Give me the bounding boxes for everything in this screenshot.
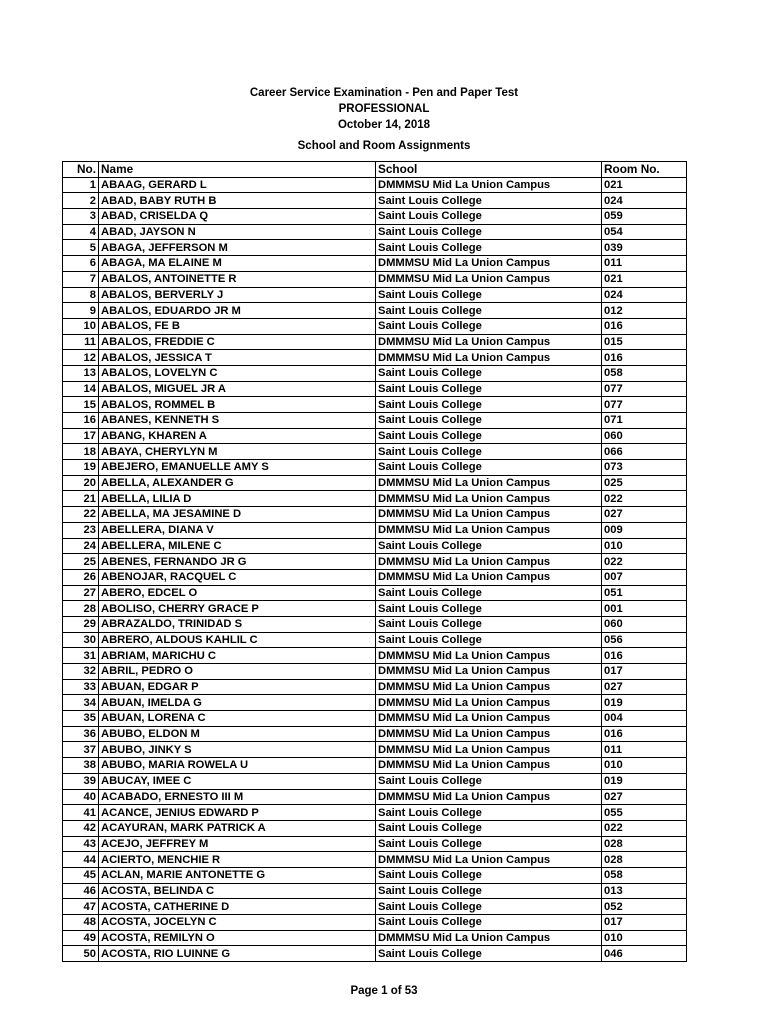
cell-no: 11 (63, 334, 99, 350)
cell-room: 010 (602, 538, 687, 554)
cell-school: Saint Louis College (376, 397, 602, 413)
table-row (63, 318, 687, 334)
cell-name: ABENES, FERNANDO JR G (99, 554, 376, 570)
page-number: Page 1 of 53 (350, 985, 418, 997)
cell-school: DMMMSU Mid La Union Campus (376, 726, 602, 742)
cell-name: ABRIL, PEDRO O (99, 664, 376, 680)
cell-room: 007 (602, 569, 687, 585)
cell-name: ACABADO, ERNESTO III M (99, 789, 376, 805)
cell-no: 32 (63, 664, 99, 680)
cell-room: 010 (602, 930, 687, 946)
cell-no: 22 (63, 507, 99, 523)
cell-room: 022 (602, 554, 687, 570)
column-header-room: Room No. (602, 162, 687, 178)
cell-no: 30 (63, 632, 99, 648)
cell-room: 021 (602, 177, 687, 193)
table-header-row (63, 162, 687, 178)
column-header-no: No. (63, 162, 99, 178)
table-row (63, 240, 687, 256)
cell-no: 43 (63, 836, 99, 852)
cell-no: 13 (63, 365, 99, 381)
cell-room: 052 (602, 899, 687, 915)
cell-name: ABALOS, BERVERLY J (99, 287, 376, 303)
cell-school: DMMMSU Mid La Union Campus (376, 852, 602, 868)
cell-no: 26 (63, 569, 99, 585)
cell-room: 058 (602, 365, 687, 381)
cell-name: ABUBO, MARIA ROWELA U (99, 758, 376, 774)
cell-room: 004 (602, 711, 687, 727)
cell-school: Saint Louis College (376, 915, 602, 931)
cell-room: 071 (602, 413, 687, 429)
cell-school: Saint Louis College (376, 820, 602, 836)
cell-school: Saint Louis College (376, 193, 602, 209)
cell-school: DMMMSU Mid La Union Campus (376, 664, 602, 680)
cell-name: ACOSTA, CATHERINE D (99, 899, 376, 915)
cell-name: ABUAN, EDGAR P (99, 679, 376, 695)
table-row (63, 569, 687, 585)
cell-school: Saint Louis College (376, 444, 602, 460)
cell-room: 022 (602, 820, 687, 836)
cell-name: ACOSTA, REMILYN O (99, 930, 376, 946)
cell-name: ABALOS, EDUARDO JR M (99, 303, 376, 319)
cell-room: 051 (602, 585, 687, 601)
cell-room: 058 (602, 867, 687, 883)
table-row (63, 585, 687, 601)
cell-no: 50 (63, 946, 99, 962)
cell-school: DMMMSU Mid La Union Campus (376, 475, 602, 491)
cell-name: ABANG, KHAREN A (99, 428, 376, 444)
cell-name: ABALOS, JESSICA T (99, 350, 376, 366)
cell-room: 028 (602, 836, 687, 852)
cell-room: 077 (602, 381, 687, 397)
cell-school: Saint Louis College (376, 883, 602, 899)
cell-name: ACIERTO, MENCHIE R (99, 852, 376, 868)
cell-name: ABAD, CRISELDA Q (99, 209, 376, 225)
cell-no: 21 (63, 491, 99, 507)
table-row (63, 695, 687, 711)
cell-name: ABUCAY, IMEE C (99, 773, 376, 789)
table-row (63, 820, 687, 836)
cell-room: 017 (602, 664, 687, 680)
cell-school: DMMMSU Mid La Union Campus (376, 334, 602, 350)
table-row (63, 899, 687, 915)
table-row (63, 538, 687, 554)
table-row (63, 758, 687, 774)
cell-name: ABAAG, GERARD L (99, 177, 376, 193)
cell-room: 016 (602, 318, 687, 334)
table-row (63, 632, 687, 648)
cell-no: 7 (63, 271, 99, 287)
table-row (63, 789, 687, 805)
cell-no: 14 (63, 381, 99, 397)
cell-school: Saint Louis College (376, 773, 602, 789)
cell-school: DMMMSU Mid La Union Campus (376, 522, 602, 538)
cell-room: 001 (602, 601, 687, 617)
cell-room: 016 (602, 648, 687, 664)
cell-name: ACLAN, MARIE ANTONETTE G (99, 867, 376, 883)
cell-no: 6 (63, 256, 99, 272)
cell-no: 40 (63, 789, 99, 805)
cell-name: ABAD, BABY RUTH B (99, 193, 376, 209)
cell-name: ABUAN, IMELDA G (99, 695, 376, 711)
table-row (63, 303, 687, 319)
cell-name: ABAGA, JEFFERSON M (99, 240, 376, 256)
cell-school: Saint Louis College (376, 460, 602, 476)
cell-no: 18 (63, 444, 99, 460)
cell-no: 44 (63, 852, 99, 868)
cell-no: 24 (63, 538, 99, 554)
column-header-name: Name (99, 162, 376, 178)
cell-room: 022 (602, 491, 687, 507)
cell-no: 25 (63, 554, 99, 570)
cell-school: Saint Louis College (376, 224, 602, 240)
cell-room: 011 (602, 742, 687, 758)
cell-no: 41 (63, 805, 99, 821)
cell-no: 27 (63, 585, 99, 601)
table-row (63, 428, 687, 444)
cell-name: ABRERO, ALDOUS KAHLIL C (99, 632, 376, 648)
cell-name: ABELLERA, DIANA V (99, 522, 376, 538)
cell-room: 019 (602, 773, 687, 789)
table-row (63, 664, 687, 680)
table-row (63, 193, 687, 209)
table-row (63, 773, 687, 789)
table-row (63, 271, 687, 287)
cell-school: DMMMSU Mid La Union Campus (376, 256, 602, 272)
table-row (63, 883, 687, 899)
cell-room: 025 (602, 475, 687, 491)
cell-name: ACAYURAN, MARK PATRICK A (99, 820, 376, 836)
table-row (63, 852, 687, 868)
table-row (63, 742, 687, 758)
cell-room: 027 (602, 507, 687, 523)
cell-no: 42 (63, 820, 99, 836)
cell-school: DMMMSU Mid La Union Campus (376, 711, 602, 727)
cell-school: Saint Louis College (376, 805, 602, 821)
cell-no: 1 (63, 177, 99, 193)
cell-name: ABANES, KENNETH S (99, 413, 376, 429)
cell-school: DMMMSU Mid La Union Campus (376, 648, 602, 664)
cell-room: 019 (602, 695, 687, 711)
table-row (63, 554, 687, 570)
cell-name: ABALOS, ROMMEL B (99, 397, 376, 413)
cell-room: 046 (602, 946, 687, 962)
cell-no: 8 (63, 287, 99, 303)
cell-no: 29 (63, 616, 99, 632)
cell-name: ABERO, EDCEL O (99, 585, 376, 601)
table-row (63, 334, 687, 350)
cell-school: Saint Louis College (376, 209, 602, 225)
cell-school: Saint Louis College (376, 899, 602, 915)
table-row (63, 601, 687, 617)
cell-name: ABAYA, CHERYLYN M (99, 444, 376, 460)
cell-room: 056 (602, 632, 687, 648)
cell-name: ACOSTA, BELINDA C (99, 883, 376, 899)
cell-school: DMMMSU Mid La Union Campus (376, 177, 602, 193)
cell-room: 060 (602, 428, 687, 444)
table-row (63, 209, 687, 225)
cell-name: ACANCE, JENIUS EDWARD P (99, 805, 376, 821)
cell-room: 060 (602, 616, 687, 632)
table-row (63, 177, 687, 193)
table-row (63, 381, 687, 397)
table-row (63, 287, 687, 303)
cell-school: Saint Louis College (376, 381, 602, 397)
cell-name: ABUAN, LORENA C (99, 711, 376, 727)
table-row (63, 397, 687, 413)
cell-name: ACEJO, JEFFREY M (99, 836, 376, 852)
cell-room: 016 (602, 350, 687, 366)
table-row (63, 507, 687, 523)
cell-no: 12 (63, 350, 99, 366)
table-row (63, 648, 687, 664)
exam-title: Career Service Examination - Pen and Paper Test (249, 87, 519, 99)
cell-room: 066 (602, 444, 687, 460)
cell-school: Saint Louis College (376, 601, 602, 617)
cell-name: ACOSTA, JOCELYN C (99, 915, 376, 931)
cell-no: 36 (63, 726, 99, 742)
cell-school: DMMMSU Mid La Union Campus (376, 695, 602, 711)
cell-no: 9 (63, 303, 99, 319)
cell-school: Saint Louis College (376, 287, 602, 303)
cell-room: 015 (602, 334, 687, 350)
cell-no: 15 (63, 397, 99, 413)
cell-name: ABALOS, MIGUEL JR A (99, 381, 376, 397)
cell-room: 027 (602, 789, 687, 805)
cell-school: DMMMSU Mid La Union Campus (376, 758, 602, 774)
cell-room: 055 (602, 805, 687, 821)
table-row (63, 867, 687, 883)
cell-no: 4 (63, 224, 99, 240)
table-row (63, 616, 687, 632)
cell-room: 059 (602, 209, 687, 225)
table-row (63, 444, 687, 460)
table-row (63, 413, 687, 429)
cell-no: 37 (63, 742, 99, 758)
cell-name: ABALOS, ANTOINETTE R (99, 271, 376, 287)
cell-no: 47 (63, 899, 99, 915)
cell-name: ABELLA, ALEXANDER G (99, 475, 376, 491)
cell-no: 33 (63, 679, 99, 695)
cell-room: 011 (602, 256, 687, 272)
cell-no: 35 (63, 711, 99, 727)
cell-no: 48 (63, 915, 99, 931)
cell-room: 021 (602, 271, 687, 287)
exam-date: October 14, 2018 (337, 119, 431, 131)
table-row (63, 350, 687, 366)
cell-no: 19 (63, 460, 99, 476)
table-row (63, 522, 687, 538)
cell-school: DMMMSU Mid La Union Campus (376, 930, 602, 946)
cell-name: ABELLERA, MILENE C (99, 538, 376, 554)
cell-school: Saint Louis College (376, 240, 602, 256)
cell-no: 46 (63, 883, 99, 899)
cell-no: 17 (63, 428, 99, 444)
cell-name: ABUBO, ELDON M (99, 726, 376, 742)
table-row (63, 365, 687, 381)
table-row (63, 836, 687, 852)
table-row (63, 256, 687, 272)
cell-school: Saint Louis College (376, 538, 602, 554)
cell-room: 017 (602, 915, 687, 931)
cell-school: DMMMSU Mid La Union Campus (376, 789, 602, 805)
cell-no: 3 (63, 209, 99, 225)
cell-school: Saint Louis College (376, 616, 602, 632)
cell-no: 20 (63, 475, 99, 491)
cell-no: 45 (63, 867, 99, 883)
cell-school: Saint Louis College (376, 836, 602, 852)
cell-school: Saint Louis College (376, 867, 602, 883)
cell-name: ABAGA, MA ELAINE M (99, 256, 376, 272)
assignments-table (62, 161, 687, 962)
cell-school: Saint Louis College (376, 585, 602, 601)
cell-school: Saint Louis College (376, 318, 602, 334)
cell-room: 010 (602, 758, 687, 774)
cell-school: DMMMSU Mid La Union Campus (376, 271, 602, 287)
cell-name: ABEJERO, EMANUELLE AMY S (99, 460, 376, 476)
cell-school: DMMMSU Mid La Union Campus (376, 569, 602, 585)
cell-school: DMMMSU Mid La Union Campus (376, 679, 602, 695)
cell-no: 23 (63, 522, 99, 538)
table-row (63, 726, 687, 742)
table-row (63, 460, 687, 476)
cell-no: 39 (63, 773, 99, 789)
section-title: School and Room Assignments (297, 140, 471, 152)
table-row (63, 224, 687, 240)
cell-name: ABELLA, LILIA D (99, 491, 376, 507)
cell-no: 49 (63, 930, 99, 946)
cell-name: ABALOS, FE B (99, 318, 376, 334)
cell-room: 012 (602, 303, 687, 319)
cell-room: 024 (602, 287, 687, 303)
cell-name: ABUBO, JINKY S (99, 742, 376, 758)
cell-room: 054 (602, 224, 687, 240)
cell-room: 009 (602, 522, 687, 538)
cell-name: ABELLA, MA JESAMINE D (99, 507, 376, 523)
column-header-school: School (376, 162, 602, 178)
table-row (63, 475, 687, 491)
cell-school: DMMMSU Mid La Union Campus (376, 491, 602, 507)
cell-no: 31 (63, 648, 99, 664)
cell-school: Saint Louis College (376, 428, 602, 444)
cell-school: DMMMSU Mid La Union Campus (376, 742, 602, 758)
cell-no: 10 (63, 318, 99, 334)
table-row (63, 711, 687, 727)
cell-school: Saint Louis College (376, 632, 602, 648)
cell-name: ABRIAM, MARICHU C (99, 648, 376, 664)
cell-name: ABENOJAR, RACQUEL C (99, 569, 376, 585)
cell-school: DMMMSU Mid La Union Campus (376, 507, 602, 523)
cell-school: Saint Louis College (376, 303, 602, 319)
cell-name: ABAD, JAYSON N (99, 224, 376, 240)
cell-room: 028 (602, 852, 687, 868)
table-row (63, 491, 687, 507)
table-row (63, 679, 687, 695)
cell-school: DMMMSU Mid La Union Campus (376, 554, 602, 570)
exam-category: PROFESSIONAL (338, 103, 430, 115)
cell-room: 013 (602, 883, 687, 899)
cell-school: Saint Louis College (376, 946, 602, 962)
table-row (63, 805, 687, 821)
cell-name: ABALOS, FREDDIE C (99, 334, 376, 350)
table-row (63, 915, 687, 931)
cell-no: 16 (63, 413, 99, 429)
cell-room: 039 (602, 240, 687, 256)
cell-name: ACOSTA, RIO LUINNE G (99, 946, 376, 962)
cell-no: 34 (63, 695, 99, 711)
cell-name: ABALOS, LOVELYN C (99, 365, 376, 381)
cell-no: 28 (63, 601, 99, 617)
cell-school: Saint Louis College (376, 365, 602, 381)
cell-room: 016 (602, 726, 687, 742)
cell-school: DMMMSU Mid La Union Campus (376, 350, 602, 366)
cell-school: Saint Louis College (376, 413, 602, 429)
cell-no: 5 (63, 240, 99, 256)
cell-room: 024 (602, 193, 687, 209)
cell-no: 2 (63, 193, 99, 209)
cell-room: 073 (602, 460, 687, 476)
table-row (63, 930, 687, 946)
table-row (63, 946, 687, 962)
cell-no: 38 (63, 758, 99, 774)
cell-room: 077 (602, 397, 687, 413)
cell-name: ABRAZALDO, TRINIDAD S (99, 616, 376, 632)
cell-room: 027 (602, 679, 687, 695)
cell-name: ABOLISO, CHERRY GRACE P (99, 601, 376, 617)
